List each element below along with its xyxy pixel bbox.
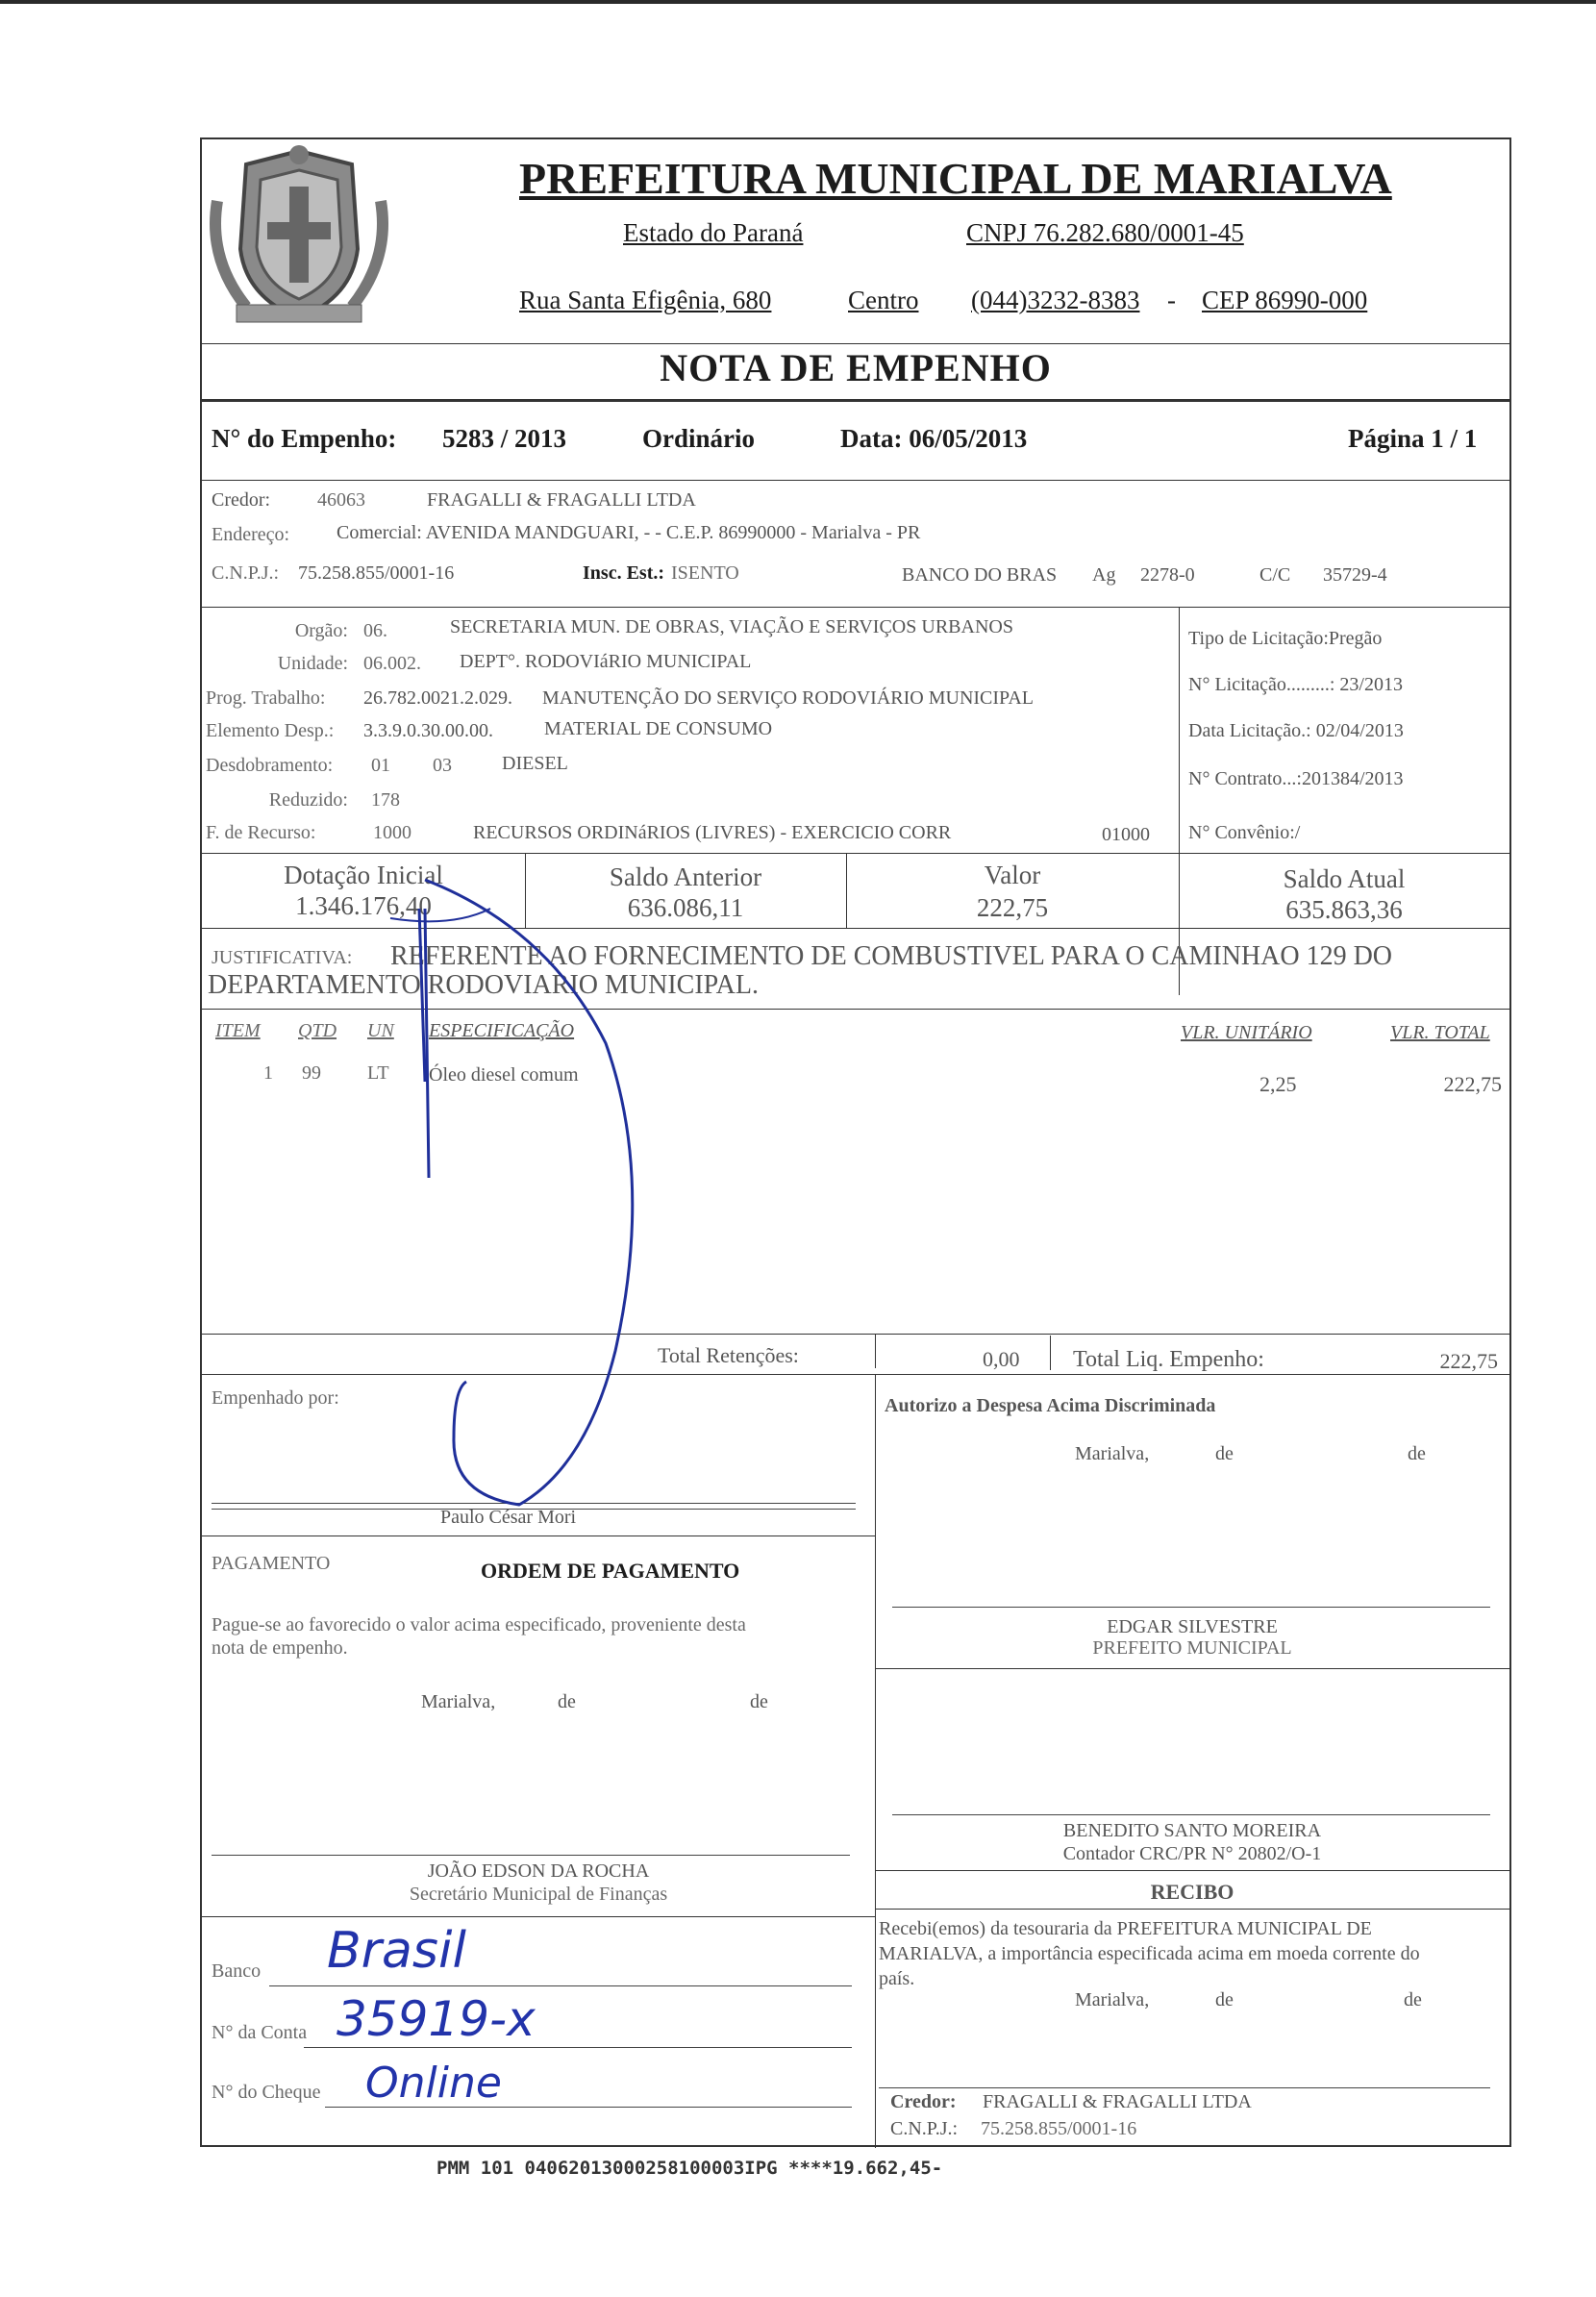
liquido-value: 222,75 bbox=[1439, 1349, 1498, 1373]
bank-cc: 35729-4 bbox=[1323, 564, 1387, 586]
saldo-anterior-value: 636.086,11 bbox=[627, 893, 744, 922]
desdobramento-label: Desdobramento: bbox=[206, 755, 334, 776]
row-qtd: 99 bbox=[302, 1062, 321, 1084]
recibo-title: RECIBO bbox=[1150, 1880, 1234, 1904]
bank-ag-label: Ag bbox=[1092, 564, 1116, 586]
col-un: UN bbox=[367, 1020, 394, 1041]
recurso-label: F. de Recurso: bbox=[206, 822, 316, 843]
row-un: LT bbox=[367, 1062, 389, 1084]
bank-name: BANCO DO BRAS bbox=[902, 564, 1058, 586]
retencoes-value: 0,00 bbox=[983, 1347, 1020, 1371]
recibo-line-3: país. bbox=[879, 1968, 915, 1989]
saldo-atual-label: Saldo Atual bbox=[1283, 864, 1406, 893]
header-phone: (044)3232-8383 bbox=[971, 286, 1140, 314]
justificativa-line1: REFERENTE AO FORNECIMENTO DE COMBUSTIVEL PARA O CAMINHAO 129 DO bbox=[390, 941, 1393, 971]
row-item: 1 bbox=[263, 1062, 273, 1084]
recibo-credor: FRAGALLI & FRAGALLI LTDA bbox=[983, 2091, 1252, 2112]
licitacao-convenio: N° Convênio:/ bbox=[1188, 822, 1301, 843]
empenho-number: 5283 / 2013 bbox=[442, 424, 567, 453]
autorizo-de-1: de bbox=[1215, 1443, 1234, 1464]
recibo-de-2: de bbox=[1404, 1989, 1422, 2010]
valor-value: 222,75 bbox=[976, 893, 1049, 922]
recibo-de-1: de bbox=[1215, 1989, 1234, 2010]
recurso-code: 1000 bbox=[373, 822, 411, 843]
credor-cnpj-label: C.N.P.J.: bbox=[212, 562, 280, 584]
credor-code: 46063 bbox=[317, 489, 365, 511]
orgao-name: SECRETARIA MUN. DE OBRAS, VIAÇÃO E SERVIÇOS URBANOS bbox=[450, 616, 1013, 637]
banco-handwriting: Brasil bbox=[327, 1922, 466, 1980]
reduzido-label: Reduzido: bbox=[268, 789, 348, 811]
prog-name: MANUTENÇÃO DO SERVIÇO RODOVIÁRIO MUNICIPAL bbox=[542, 687, 1035, 709]
row-total: 222,75 bbox=[1443, 1072, 1502, 1096]
retencoes-label: Total Retenções: bbox=[658, 1343, 799, 1367]
cheque-label: N° do Cheque bbox=[212, 2082, 321, 2103]
saldo-atual-value: 635.863,36 bbox=[1285, 895, 1403, 924]
licitacao-numero: N° Licitação.........: 23/2013 bbox=[1188, 674, 1403, 695]
insc-value: ISENTO bbox=[671, 562, 739, 584]
pagamento-city: Marialva, bbox=[421, 1691, 496, 1712]
bank-cc-label: C/C bbox=[1259, 564, 1291, 586]
pagamento-text-2: nota de empenho. bbox=[212, 1637, 348, 1659]
col-unit: VLR. UNITÁRIO bbox=[1181, 1022, 1312, 1043]
recibo-credor-label: Credor: bbox=[890, 2091, 957, 2112]
recibo-city: Marialva, bbox=[1075, 1989, 1150, 2010]
col-spec: ESPECIFICAÇÃO bbox=[429, 1020, 575, 1041]
dotacao-label: Dotação Inicial bbox=[284, 861, 443, 889]
pagamento-label: PAGAMENTO bbox=[212, 1553, 331, 1574]
pagamento-de-2: de bbox=[750, 1691, 768, 1712]
conta-label: N° da Conta bbox=[212, 2022, 308, 2043]
autorizo-city: Marialva, bbox=[1075, 1443, 1150, 1464]
col-total: VLR. TOTAL bbox=[1390, 1022, 1490, 1043]
recibo-cnpj: 75.258.855/0001-16 bbox=[981, 2118, 1137, 2139]
recibo-line-1: Recebi(emos) da tesouraria da PREFEITURA MUNICIPAL DE bbox=[879, 1918, 1372, 1939]
credor-label: Credor: bbox=[212, 489, 271, 511]
licitacao-data: Data Licitação.: 02/04/2013 bbox=[1188, 720, 1404, 741]
recibo-cnpj-label: C.N.P.J.: bbox=[890, 2118, 959, 2139]
header-title: PREFEITURA MUNICIPAL DE MARIALVA bbox=[519, 154, 1392, 203]
desdobramento-a: 01 bbox=[371, 755, 390, 776]
col-item: ITEM bbox=[215, 1020, 261, 1041]
pagamento-signer: JOÃO EDSON DA ROCHA bbox=[427, 1860, 650, 1882]
empenho-page: Página 1 / 1 bbox=[1348, 424, 1478, 453]
header-district: Centro bbox=[848, 286, 919, 314]
credor-address-label: Endereço: bbox=[212, 524, 290, 545]
header-cnpj: CNPJ 76.282.680/0001-45 bbox=[966, 218, 1244, 247]
col-qtd: QTD bbox=[298, 1020, 337, 1041]
valor-label: Valor bbox=[984, 861, 1041, 889]
credor-address: Comercial: AVENIDA MANDGUARI, - - C.E.P. 86990000 - Marialva - PR bbox=[337, 522, 921, 543]
row-spec: Óleo diesel comum bbox=[429, 1064, 579, 1086]
orgao-label: Orgão: bbox=[294, 620, 348, 641]
justificativa-label: JUSTIFICATIVA: bbox=[212, 947, 353, 968]
unidade-name: DEPT°. RODOVIáRIO MUNICIPAL bbox=[460, 651, 752, 672]
empenho-date: Data: 06/05/2013 bbox=[840, 424, 1028, 453]
unidade-code: 06.002. bbox=[363, 653, 421, 674]
contador-signer: BENEDITO SANTO MOREIRA bbox=[1062, 1820, 1322, 1841]
credor-cnpj: 75.258.855/0001-16 bbox=[298, 562, 455, 584]
prog-code: 26.782.0021.2.029. bbox=[363, 687, 512, 709]
licitacao-contrato: N° Contrato...:201384/2013 bbox=[1188, 768, 1404, 789]
autorizo-label: Autorizo a Despesa Acima Discriminada bbox=[885, 1395, 1216, 1416]
unidade-label: Unidade: bbox=[277, 653, 348, 674]
licitacao-tipo: Tipo de Licitação:Pregão bbox=[1188, 628, 1383, 649]
ordem-title: ORDEM DE PAGAMENTO bbox=[481, 1559, 740, 1583]
credor-name: FRAGALLI & FRAGALLI LTDA bbox=[427, 489, 696, 511]
doc-title: NOTA DE EMPENHO bbox=[660, 346, 1052, 389]
liquido-label: Total Liq. Empenho: bbox=[1073, 1347, 1264, 1372]
nota-de-empenho-form bbox=[200, 137, 1511, 2147]
bank-ag: 2278-0 bbox=[1140, 564, 1195, 586]
desdobramento-b: 03 bbox=[433, 755, 452, 776]
header-cep: CEP 86990-000 bbox=[1202, 286, 1368, 314]
empenhado-label: Empenhado por: bbox=[212, 1387, 339, 1409]
empenho-label: N° do Empenho: bbox=[212, 424, 397, 453]
pagamento-de-1: de bbox=[558, 1691, 576, 1712]
scan-edge bbox=[0, 0, 1596, 4]
row-unit: 2,25 bbox=[1259, 1072, 1297, 1096]
recurso-num: 01000 bbox=[1102, 824, 1150, 845]
pagamento-role: Secretário Municipal de Finanças bbox=[409, 1884, 668, 1905]
cheque-handwriting: Online bbox=[365, 2059, 502, 2108]
justificativa-line2: DEPARTAMENTO RODOVIARIO MUNICIPAL. bbox=[208, 970, 759, 1000]
reduzido-value: 178 bbox=[371, 789, 400, 811]
autorizo-signer: EDGAR SILVESTRE bbox=[1107, 1616, 1278, 1637]
pen-signature-strokes bbox=[202, 139, 1509, 2147]
dotacao-value: 1.346.176,40 bbox=[295, 891, 432, 920]
saldo-anterior-label: Saldo Anterior bbox=[609, 862, 762, 891]
empenhado-signer: Paulo César Mori bbox=[440, 1507, 577, 1528]
elemento-code: 3.3.9.0.30.00.00. bbox=[363, 720, 493, 741]
elemento-name: MATERIAL DE CONSUMO bbox=[544, 718, 773, 739]
desdobramento-name: DIESEL bbox=[502, 753, 568, 774]
elemento-label: Elemento Desp.: bbox=[206, 720, 335, 741]
header-dash: - bbox=[1167, 286, 1176, 314]
header-state: Estado do Paraná bbox=[623, 218, 804, 247]
recurso-name: RECURSOS ORDINáRIOS (LIVRES) - EXERCICIO CORR bbox=[473, 822, 952, 843]
autorizo-de-2: de bbox=[1408, 1443, 1426, 1464]
recibo-line-2: MARIALVA, a importância especificada acima em moeda corrente do bbox=[879, 1943, 1420, 1964]
orgao-code: 06. bbox=[363, 620, 387, 641]
conta-handwriting: 35919-x bbox=[337, 1991, 536, 2047]
header-address: Rua Santa Efigênia, 680 bbox=[519, 286, 772, 314]
pagamento-text-1: Pague-se ao favorecido o valor acima especificado, proveniente desta bbox=[212, 1614, 746, 1635]
contador-role: Contador CRC/PR N° 20802/O-1 bbox=[1062, 1843, 1322, 1864]
insc-label: Insc. Est.: bbox=[583, 562, 665, 584]
footer-code: PMM 101 04062013000258100003IPG ****19.662,45- bbox=[436, 2158, 943, 2179]
banco-label: Banco bbox=[212, 1960, 262, 1982]
empenho-type: Ordinário bbox=[642, 424, 756, 453]
prog-label: Prog. Trabalho: bbox=[206, 687, 326, 709]
autorizo-role: PREFEITO MUNICIPAL bbox=[1092, 1637, 1292, 1659]
